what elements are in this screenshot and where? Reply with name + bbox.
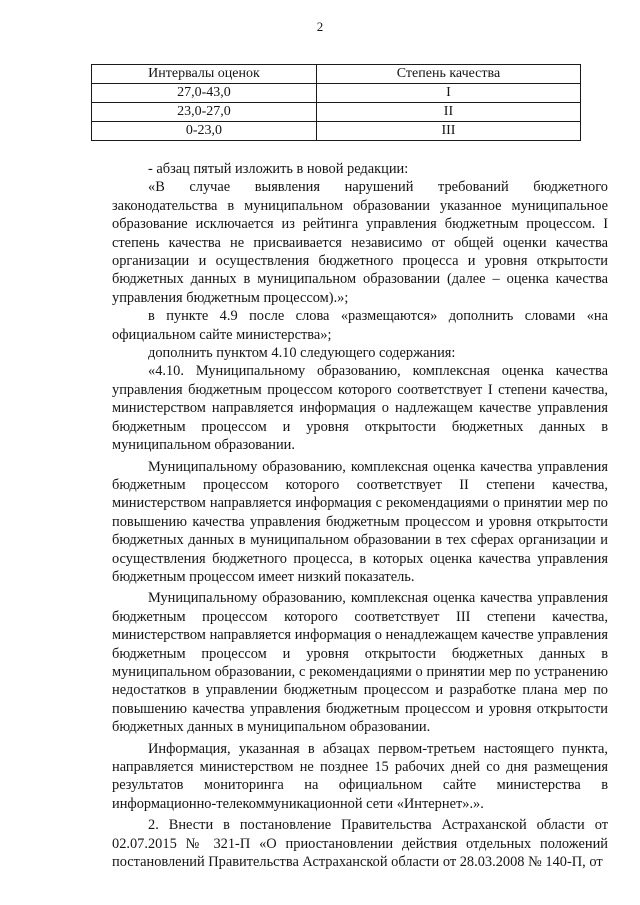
paragraph-information-deadline: Информация, указанная в абзацах первом-третьем настоящего пункта, направляется министерством не позднее 15 рабочих дней со дня размещения результатов мониторинга на официальном сайте министерства в информационно-телекоммуникационной сети «Интернет».». xyxy=(112,740,608,812)
table-cell-grade: III xyxy=(316,122,580,141)
table-cell-interval: 23,0-27,0 xyxy=(92,103,317,122)
table-cell-grade: I xyxy=(316,84,580,103)
paragraph-grade-1: «4.10. Муниципальному образованию, комплексная оценка качества управления бюджетным процессом которого соответствует I степени качества, министерством направляется информация о надлежащем качестве управления бюджетным процессом и уровня открытости бюджетных данных в муниципальном образовании. xyxy=(112,363,608,454)
quality-grade-table xyxy=(91,64,581,141)
table-row xyxy=(92,122,581,141)
table-row xyxy=(92,84,581,103)
paragraph-grade-2: Муниципальному образованию, комплексная оценка качества управления бюджетным процессом которого соответствует II степени качества, министерством направляется информация с рекомендациями о принятии мер по повышению качества управления бюджетным процессом и уровня открытости бюджетных данных в муниципальном образовании в тех сферах организации и осуществления бюджетного процесса, в которых оценка качества управления бюджетным процессом имеет низкий показатель. xyxy=(112,458,608,585)
paragraph-instruction-abzac-5: - абзац пятый изложить в новой редакции: xyxy=(148,161,409,177)
paragraph-point-4-9: в пункте 4.9 после слова «размещаются» дополнить словами «на официальном сайте министерства»; xyxy=(112,308,608,343)
document-body xyxy=(112,160,608,871)
table-header-row xyxy=(92,65,581,84)
page-number: 2 xyxy=(316,19,324,34)
table-row xyxy=(92,103,581,122)
paragraph-budget-violation: «В случае выявления нарушений требований бюджетного законодательства в муниципальном образовании указанное муниципальное образование исключается из рейтинга управления бюджетным процессом. I степень качества не присваивается независимо от общей оценки качества организации и осуществления бюджетного процесса и уровня открытости бюджетных данных в муниципальном образовании (далее – оценка качества управления бюджетным процессом).»; xyxy=(112,179,608,306)
paragraph-add-point-4-10: дополнить пунктом 4.10 следующего содержания: xyxy=(148,345,456,362)
paragraph-amend-resolution: 2. Внести в постановление Правительства Астраханской области от 02.07.2015 № 321-П «О приостановлении действия отдельных положений постановлений Правительства Астраханской области от 28.03.2008 № 140-П, от xyxy=(112,817,608,871)
table-cell-interval: 27,0-43,0 xyxy=(92,84,317,103)
table-cell-grade: II xyxy=(316,103,580,122)
table-cell-interval: 0-23,0 xyxy=(92,122,317,141)
column-header-intervals: Интервалы оценок xyxy=(92,65,317,84)
column-header-grade: Степень качества xyxy=(316,65,580,84)
paragraph-grade-3: Муниципальному образованию, комплексная оценка качества управления бюджетным процессом которого соответствует III степени качества, министерством направляется информация о ненадлежащем качестве управления бюджетным процессом и уровня открытости бюджетных данных в муниципальном образовании, с рекомендациями о принятии мер по устранению недостатков в управлении бюджетным процессом и разработке плана мер по повышению качества управления бюджетным процессом и уровня открытости бюджетных данных в муниципальном образовании. xyxy=(112,590,608,736)
